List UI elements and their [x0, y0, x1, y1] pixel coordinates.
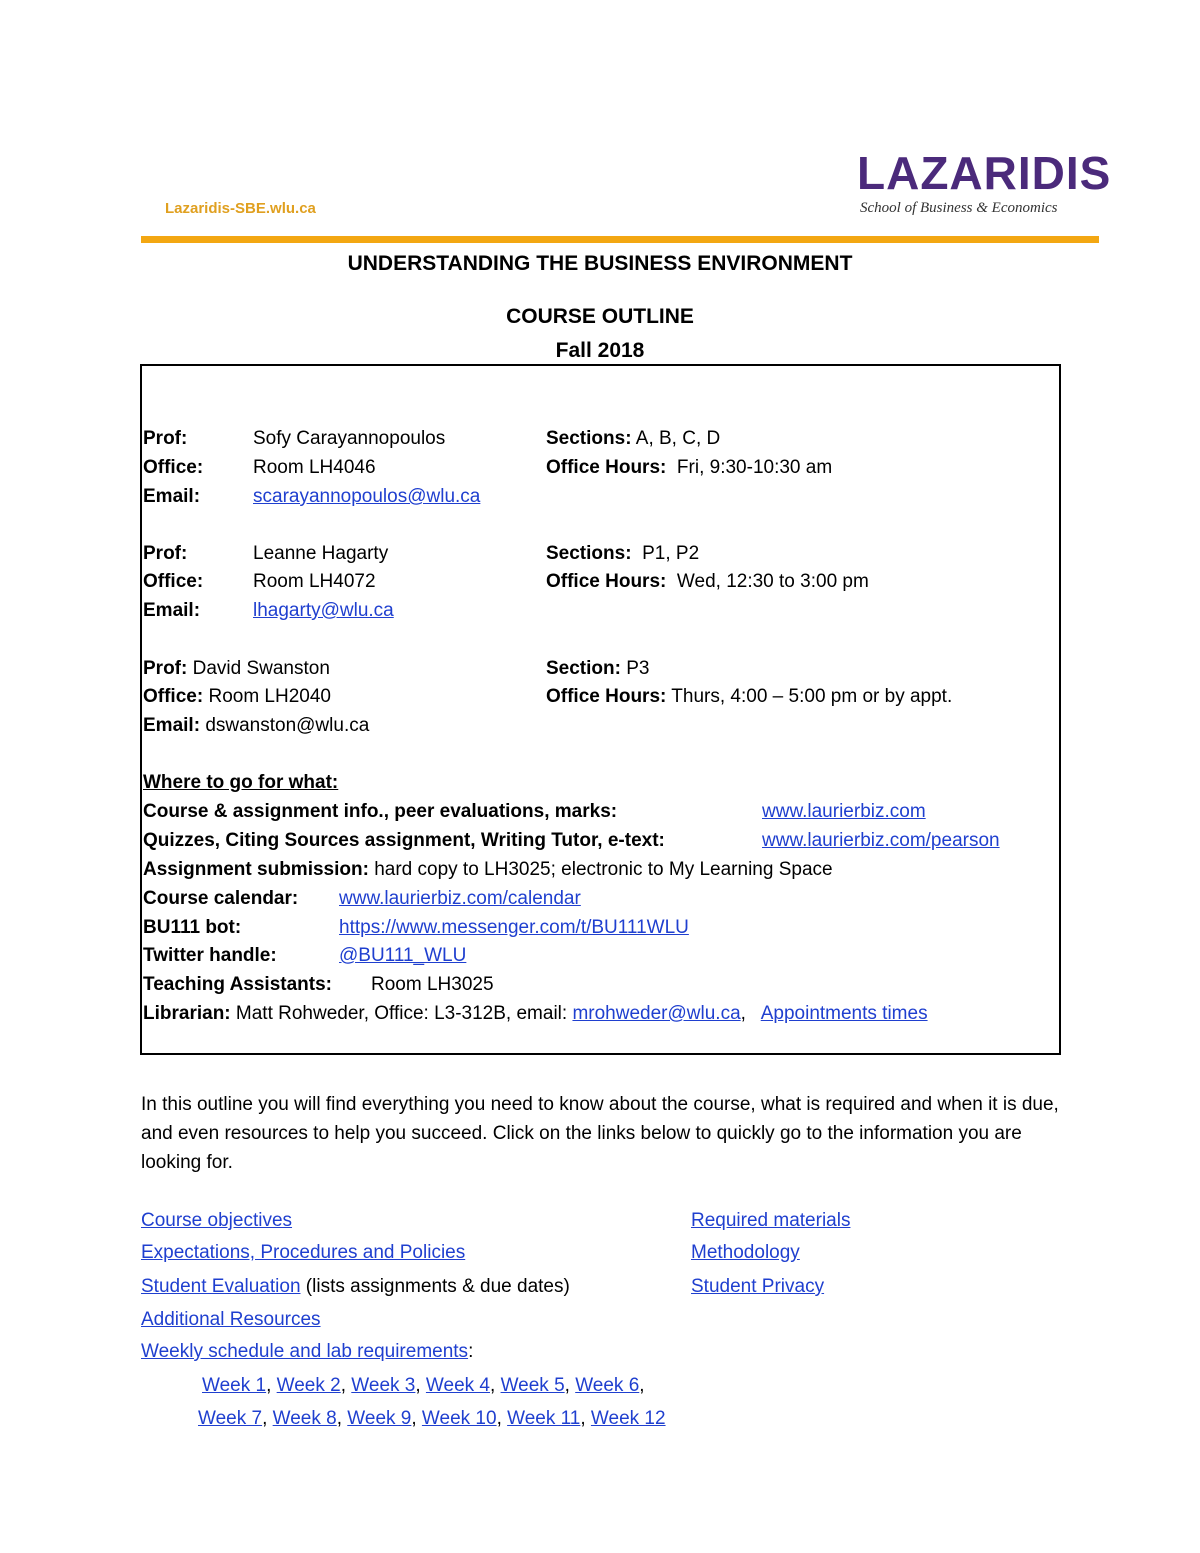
logo-wordmark: LAZARIDIS [857, 147, 1112, 199]
header-divider [141, 236, 1099, 243]
site-url: Lazaridis-SBE.wlu.ca [165, 200, 316, 217]
sections-label: Sections: [546, 428, 632, 449]
intro-paragraph: In this outline you will find everything you need to know about the course, what is required and when it is due, and even resources to help you succeed. Click on the links below to quickly go to the information you are looking for. [141, 1094, 1059, 1173]
section-value: P3 [626, 658, 650, 679]
outline-title: COURSE OUTLINE [506, 305, 694, 328]
submission-label: Assignment submission: [143, 859, 369, 880]
email-label: Email: [143, 486, 201, 507]
quizzes-label: Quizzes, Citing Sources assignment, Writing Tutor, e-text: [143, 830, 665, 851]
submission-text: hard copy to LH3025; electronic to My Learning Space [374, 859, 833, 880]
office-room: Room LH2040 [208, 686, 331, 707]
toc-expectations[interactable]: Expectations, Procedures and Policies [141, 1242, 466, 1263]
toc-course-objectives[interactable]: Course objectives [141, 1210, 293, 1231]
email-link[interactable]: scarayannopoulos@wlu.ca [253, 486, 481, 507]
prof-name: David Swanston [192, 658, 330, 679]
prof-name: Leanne Hagarty [253, 543, 389, 564]
week-link[interactable]: Week 4 [425, 1375, 490, 1396]
prof-label: Prof: [143, 543, 188, 564]
course-title: UNDERSTANDING THE BUSINESS ENVIRONMENT [347, 252, 853, 275]
week-link[interactable]: Week 3 [351, 1375, 416, 1396]
office-room: Room LH4072 [253, 571, 376, 592]
email-label: Email: [143, 600, 201, 621]
librarian-separator: , [740, 1003, 746, 1024]
twitter-label: Twitter handle: [143, 945, 277, 966]
prof-label: Prof: [143, 428, 188, 449]
laurierbiz-link[interactable]: www.laurierbiz.com [762, 801, 926, 822]
office-label: Office: [143, 686, 204, 707]
calendar-link[interactable]: www.laurierbiz.com/calendar [339, 888, 581, 909]
prof-name: Sofy Carayannopoulos [253, 428, 446, 449]
sections-label: Sections: [546, 543, 632, 564]
librarian-email-link[interactable]: mrohweder@wlu.ca [572, 1003, 741, 1024]
calendar-label: Course calendar: [143, 888, 299, 909]
week-link[interactable]: Week 12 [590, 1408, 666, 1429]
toc-colon: : [468, 1341, 474, 1362]
prof-label: Prof: [143, 658, 188, 679]
sections-line [546, 429, 720, 448]
week-link[interactable]: Week 2 [276, 1375, 341, 1396]
office-label: Office: [143, 457, 204, 478]
logo-subtitle: School of Business & Economics [860, 200, 1058, 216]
bot-link[interactable]: https://www.messenger.com/t/BU111WLU [339, 917, 689, 938]
office-hours-label: Office Hours: [546, 571, 667, 592]
week-link[interactable]: Week 7 [198, 1408, 263, 1429]
toc-student-privacy[interactable]: Student Privacy [691, 1276, 825, 1297]
week-link[interactable]: Week 6 [575, 1375, 640, 1396]
week-link[interactable]: Week 9 [347, 1408, 412, 1429]
weeks-row-1: Week 1, Week 2, Week 3, Week 4, Week 5, Week 6, [202, 1375, 645, 1396]
toc-evaluation-line [141, 1277, 570, 1296]
submission-line [143, 860, 833, 879]
prof-line [143, 659, 330, 678]
office-label: Office: [143, 571, 204, 592]
librarian-label: Librarian: [143, 1003, 231, 1024]
week-link[interactable]: Week 8 [272, 1408, 337, 1429]
office-hours-value: Thurs, 4:00 – 5:00 pm or by appt. [671, 686, 953, 707]
toc-student-evaluation[interactable]: Student Evaluation [141, 1276, 301, 1297]
email-link[interactable]: lhagarty@wlu.ca [253, 600, 394, 621]
twitter-link[interactable]: @BU111_WLU [339, 945, 467, 966]
toc-additional-resources[interactable]: Additional Resources [141, 1309, 321, 1330]
where-heading: Where to go for what: [143, 772, 339, 793]
email-line [143, 716, 369, 735]
week-link[interactable]: Week 10 [421, 1408, 497, 1429]
office-hours-line [546, 458, 832, 477]
section-label: Section: [546, 658, 621, 679]
email-value: dswanston@wlu.ca [205, 715, 370, 736]
office-hours-line [546, 687, 952, 706]
office-line [143, 687, 331, 706]
ta-label: Teaching Assistants: [143, 974, 332, 995]
toc-weekly-line [141, 1342, 473, 1361]
toc-evaluation-note: (lists assignments & due dates) [305, 1276, 570, 1297]
pearson-link[interactable]: www.laurierbiz.com/pearson [762, 830, 1000, 851]
week-link[interactable]: Week 5 [500, 1375, 565, 1396]
toc-weekly-schedule[interactable]: Weekly schedule and lab requirements [141, 1341, 469, 1362]
sections-value: P1, P2 [642, 543, 700, 564]
librarian-text: Matt Rohweder, Office: L3-312B, email: [235, 1003, 568, 1024]
toc-methodology[interactable]: Methodology [691, 1242, 800, 1263]
sections-value: A, B, C, D [635, 428, 721, 449]
week-link[interactable]: Week 11 [507, 1408, 581, 1429]
weeks-row-2: Week 7, Week 8, Week 9, Week 10, Week 11, Week 12 [198, 1408, 666, 1429]
office-room: Room LH4046 [253, 457, 376, 478]
bot-label: BU111 bot: [143, 917, 242, 938]
office-hours-value: Fri, 9:30-10:30 am [676, 457, 833, 478]
email-label: Email: [143, 715, 201, 736]
librarian-line [143, 1004, 928, 1023]
appointments-link[interactable]: Appointments times [760, 1003, 928, 1024]
toc-required-materials[interactable]: Required materials [691, 1210, 851, 1231]
office-hours-label: Office Hours: [546, 457, 667, 478]
term-title: Fall 2018 [555, 339, 645, 362]
section-line [546, 659, 649, 678]
ta-room: Room LH3025 [371, 974, 494, 995]
office-hours-label: Office Hours: [546, 686, 667, 707]
sections-line [546, 544, 699, 563]
office-hours-line [546, 572, 869, 591]
office-hours-value: Wed, 12:30 to 3:00 pm [676, 571, 869, 592]
course-info-label: Course & assignment info., peer evaluations, marks: [143, 801, 618, 822]
week-link[interactable]: Week 1 [202, 1375, 267, 1396]
